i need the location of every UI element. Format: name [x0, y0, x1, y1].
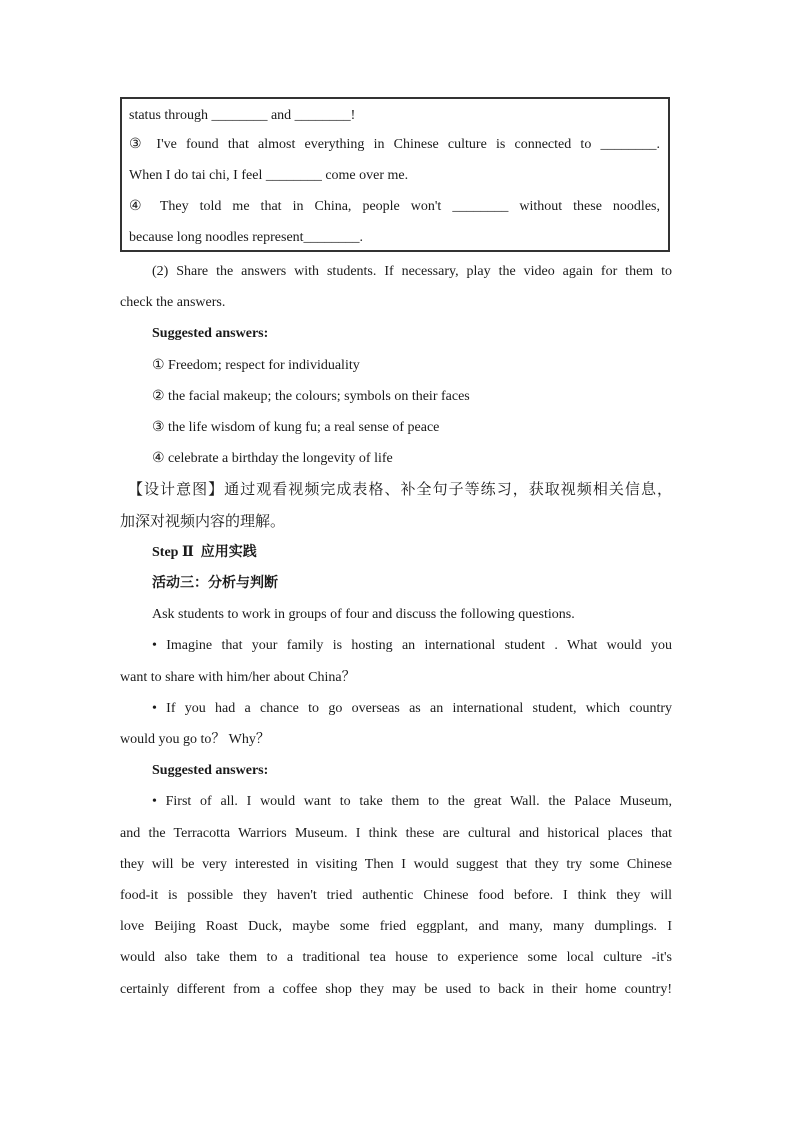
activity-title: 活动三：分析与判断: [152, 575, 278, 592]
table-line-4: ④ They told me that in China, people won't ________ without these noodles,: [129, 199, 660, 214]
essay-line-5: love Beijing Roast Duck, maybe some fried eggplant, and many, many dumplings. I: [120, 919, 672, 935]
document-body: [120, 256, 672, 1005]
step-title: 应用实践: [200, 543, 257, 560]
essay-line-1: • First of all. I would want to take them to the great Wall. the Palace Museum,: [152, 794, 672, 810]
table-line-3: When I do tai chi, I feel ________ come over me.: [129, 168, 409, 183]
question-1-line-2: want to share with him/her about China？: [120, 669, 356, 685]
step2-instruction-line-1: (2) Share the answers with students. If necessary, play the video again for them to: [152, 264, 672, 279]
answer-item-1: ① Freedom; respect for individuality: [152, 357, 360, 373]
essay-line-7: certainly different from a coffee shop they may be used to back in their home country!: [120, 981, 672, 997]
design-intent-line-1: 【设计意图】通过观看视频完成表格、补全句子等练习，获取视频相关信息，: [128, 480, 672, 499]
table-line-1: status through ________ and ________!: [129, 108, 356, 123]
task-intro: Ask students to work in groups of four and discuss the following questions.: [152, 607, 575, 623]
essay-line-3: they will be very interested in visiting Then I would suggest that they try some Chinese: [120, 856, 672, 872]
suggested-answers-heading-2: Suggested answers:: [152, 763, 269, 779]
essay-line-6: would also take them to a traditional tea house to experience some local culture -it's: [120, 950, 672, 966]
design-intent-line-2: 加深对视频内容的理解。: [120, 511, 286, 530]
question-2-line-1: • If you had a chance to go overseas as an international student, which country: [152, 700, 672, 716]
question-1-line-1: • Imagine that your family is hosting an international student . What would you: [152, 638, 672, 654]
suggested-answers-heading-1: Suggested answers:: [152, 326, 269, 342]
essay-line-4: food-it is possible they haven't tried authentic Chinese food before. I think they will: [120, 888, 672, 904]
table-line-2: ③ I've found that almost everything in Chinese culture is connected to ________.: [129, 137, 660, 152]
answer-item-3: ③ the life wisdom of kung fu; a real sense of peace: [152, 420, 440, 436]
step2-instruction-line-2: check the answers.: [120, 295, 226, 311]
step-heading: [120, 537, 672, 568]
exercise-table-box: [120, 97, 670, 252]
question-2-line-2: would you go to？ Why？: [120, 732, 270, 748]
answer-item-4: ④ celebrate a birthday the longevity of life: [152, 451, 393, 467]
table-line-5: because long noodles represent________.: [129, 230, 364, 245]
step-label: Step Ⅱ: [152, 544, 194, 560]
essay-line-2: and the Terracotta Warriors Museum. I think these are cultural and historical places that: [120, 825, 672, 841]
activity-heading: [120, 568, 672, 599]
answer-item-2: ② the facial makeup; the colours; symbols on their faces: [152, 388, 470, 404]
